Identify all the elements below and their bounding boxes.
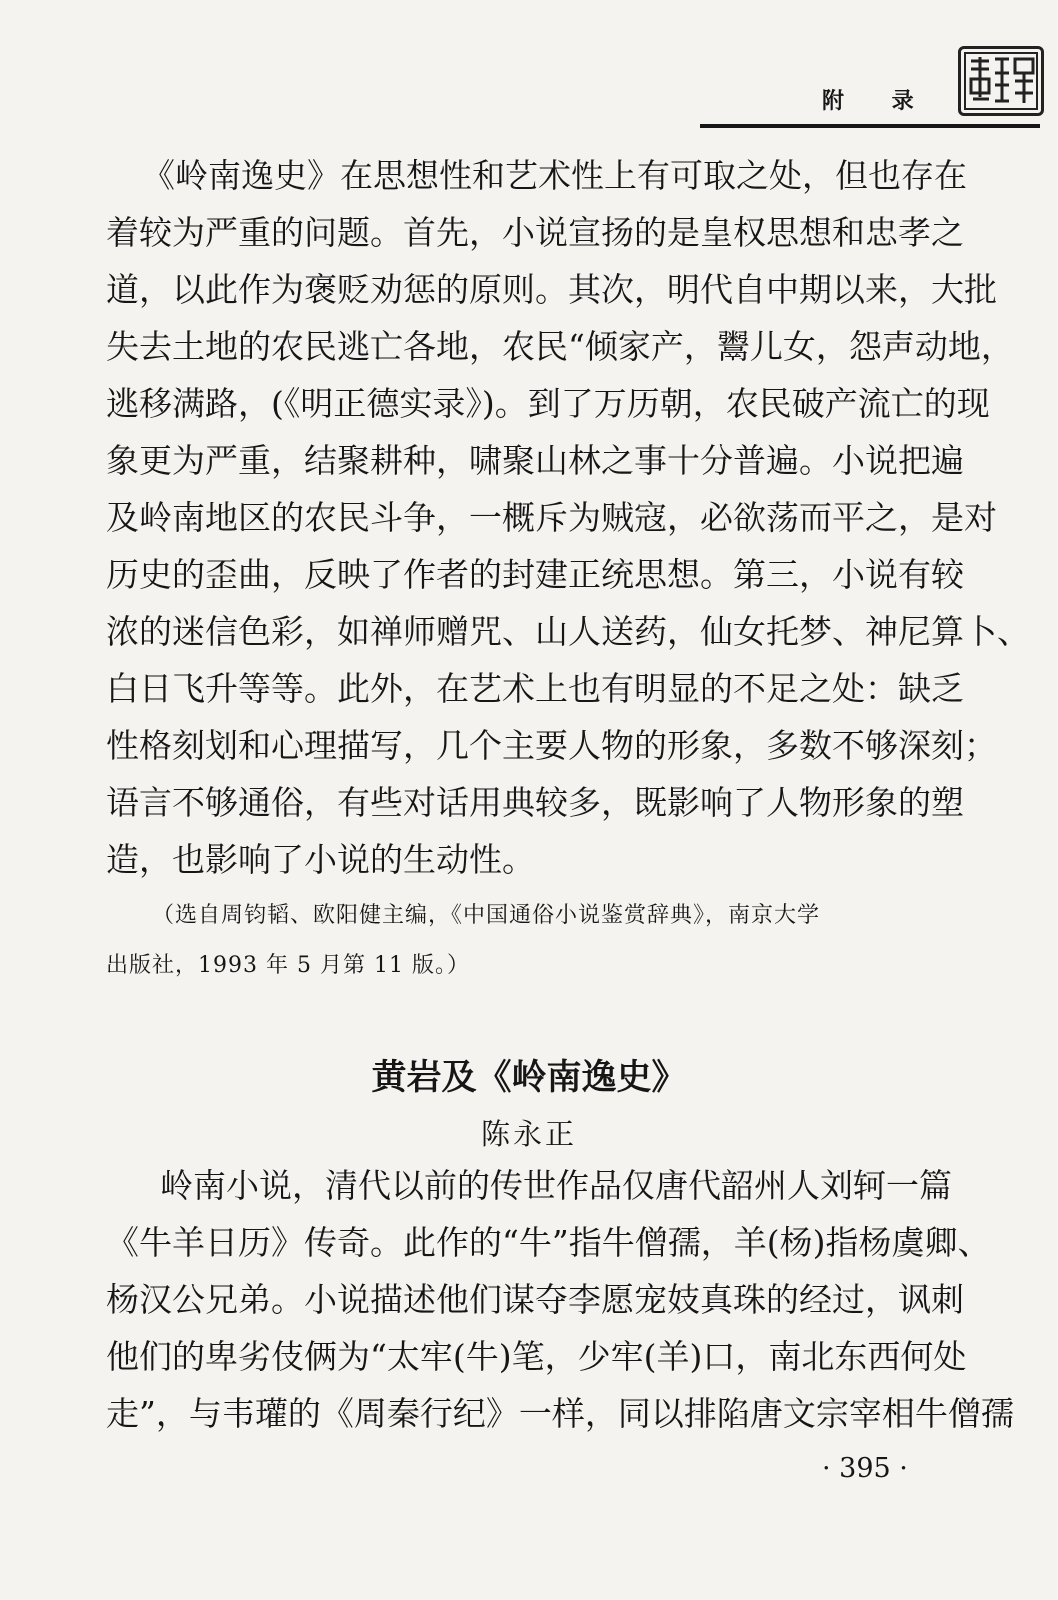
paragraph-line: 失去土地的农民逃亡各地，农民“倾家产，鬻儿女，怨声动地， xyxy=(106,327,1014,366)
paragraph-line: 白日飞升等等。此外，在艺术上也有明显的不足之处：缺乏 xyxy=(106,669,964,708)
paragraph-line: 历史的歪曲，反映了作者的封建正统思想。第三，小说有较 xyxy=(106,555,964,594)
article-line: 岭南小说，清代以前的传世作品仅唐代韶州人刘轲一篇 xyxy=(160,1166,952,1205)
article-line: 《牛羊日历》传奇。此作的“牛”指牛僧孺，羊(杨)指杨虞卿、 xyxy=(106,1223,991,1262)
article-title: 黄岩及《岭南逸史》 xyxy=(371,1058,687,1098)
paragraph-line: 浓的迷信色彩，如禅师赠咒、山人送药，仙女托梦、神尼算卜、 xyxy=(106,612,1030,651)
section-label: 附 录 xyxy=(822,89,934,114)
paragraph-line: 性格刻划和心理描写，几个主要人物的形象，多数不够深刻； xyxy=(106,726,997,765)
header-rule xyxy=(700,124,1040,128)
seal-stamp-icon xyxy=(958,46,1044,116)
paragraph-line: 象更为严重，结聚耕种，啸聚山林之事十分普遍。小说把遍 xyxy=(106,441,964,480)
paragraph-line: 道，以此作为褒贬劝惩的原则。其次，明代自中期以来，大批 xyxy=(106,270,997,309)
paragraph-line: 《岭南逸史》在思想性和艺术性上有可取之处，但也存在 xyxy=(142,156,967,195)
paragraph-line: 逃移满路，(《明正德实录》)。到了万历朝，农民破产流亡的现 xyxy=(106,384,990,423)
article-line: 他们的卑劣伎俩为“太牢(牛)笔，少牢(羊)口，南北东西何处 xyxy=(106,1337,967,1376)
paragraph-line: 及岭南地区的农民斗争，一概斥为贼寇，必欲荡而平之，是对 xyxy=(106,498,997,537)
article-line: 走”，与韦瓘的《周秦行纪》一样，同以排陷唐文宗宰相牛僧孺 xyxy=(106,1394,1014,1433)
source-note-line: （选自周钧韬、欧阳健主编，《中国通俗小说鉴赏辞典》，南京大学 xyxy=(152,903,821,928)
article-line: 杨汉公兄弟。小说描述他们谋夺李愿宠妓真珠的经过，讽刺 xyxy=(106,1280,964,1319)
source-note-line: 出版社，1993 年 5 月第 11 版。） xyxy=(106,953,470,978)
article-author: 陈永正 xyxy=(480,1117,577,1151)
paragraph-line: 着较为严重的问题。首先，小说宣扬的是皇权思想和忠孝之 xyxy=(106,213,964,252)
paragraph-line: 语言不够通俗，有些对话用典较多，既影响了人物形象的塑 xyxy=(106,783,964,822)
paragraph-line: 造，也影响了小说的生动性。 xyxy=(106,840,535,879)
page-number: · 395 · xyxy=(822,1453,908,1484)
